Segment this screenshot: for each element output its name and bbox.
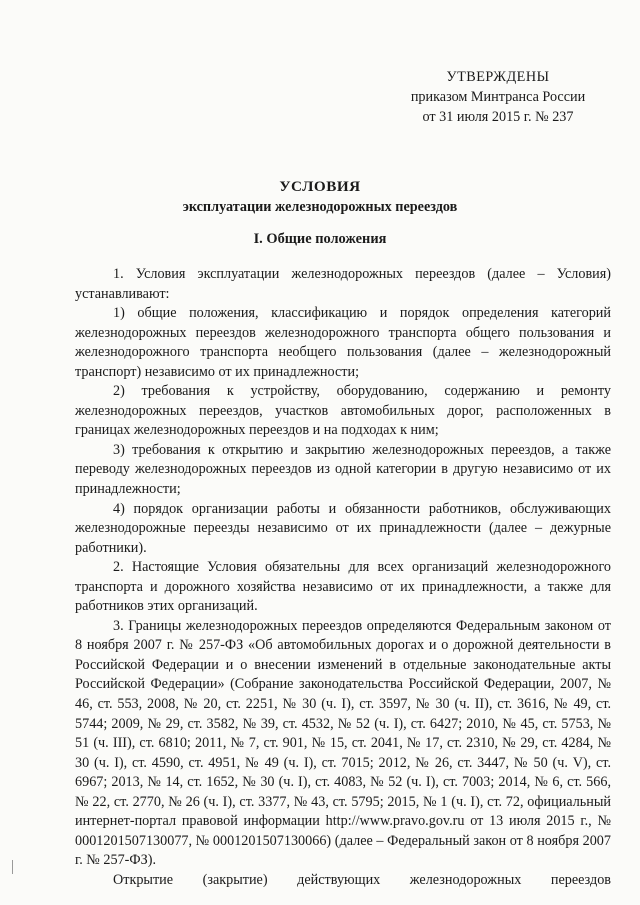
scan-artifact-mark bbox=[12, 860, 13, 874]
approval-stamp bbox=[378, 67, 618, 127]
paragraph-3: 3. Границы железнодорожных переездов определяются Федеральным законом от 8 ноября 2007 г. № 257-ФЗ «Об автомобильных дорогах и о дорожной деятельности в Российской Федерации и о внесении изменений в отдельные законодательные акты Российской Федерации» (Собрание законодательства Российской Федерации, 2007, № 46, ст. 553, 2008, № 20, ст. 2251, № 30 (ч. I), ст. 3597, № 30 (ч. II), ст. 3616, № 49, ст. 5744; 2009, № 29, ст. 3582, № 39, ст. 4532, № 52 (ч. I), ст. 6427; 2010, № 45, ст. 5753, № 51 (ч. III), ст. 6810; 2011, № 7, ст. 901, № 15, ст. 2041, № 17, ст. 2310, № 29, ст. 4284, № 30 (ч. I), ст. 4590, ст. 4951, № 49 (ч. I), ст. 7015; 2012, № 26, ст. 3447, № 50 (ч. V), ст. 6967; 2013, № 14, ст. 1652, № 30 (ч. I), ст. 4083, № 52 (ч. I), ст. 7003; 2014, № 6, ст. 566, № 22, ст. 2770, № 26 (ч. I), ст. 3377, № 43, ст. 5795; 2015, № 1 (ч. I), ст. 72, официальный интернет-портал правовой информации http://www.pravo.gov.ru от 13 июля 2015 г., № 0001201507130077, № 0001201507130066) (далее – Федеральный закон от 8 ноября 2007 г. № 257-ФЗ). bbox=[75, 617, 611, 869]
paragraph-1-item-3: 3) требования к открытию и закрытию железнодорожных переездов, а также переводу железнодорожных переездов из одной категории в другую независимо от их принадлежности; bbox=[75, 441, 611, 498]
section-heading: I. Общие положения bbox=[253, 231, 387, 247]
document-title-block bbox=[0, 177, 640, 217]
document-body bbox=[75, 265, 611, 891]
paragraph-1-item-4: 4) порядок организации работы и обязанности работников, обслуживающих железнодорожные переезды независимо от их принадлежности (далее – дежурные работники). bbox=[75, 500, 611, 556]
paragraph-2: 2. Настоящие Условия обязательны для всех организаций железнодорожного транспорта и дорожного хозяйства независимо от их принадлежности, а также для работников этих организаций. bbox=[75, 559, 611, 615]
approval-order-line: приказом Минтранса России bbox=[410, 89, 586, 105]
paragraph-continuation: Открытие (закрытие) действующих железнодорожных переездов bbox=[113, 871, 611, 888]
paragraph-1: 1. Условия эксплуатации железнодорожных переездов (далее – Условия) устанавливают: bbox=[75, 266, 611, 302]
approval-title: УТВЕРЖДЕНЫ bbox=[446, 69, 550, 85]
document-title: УСЛОВИЯ bbox=[279, 178, 361, 195]
document-subtitle: эксплуатации железнодорожных переездов bbox=[182, 199, 458, 215]
paragraph-1-item-2: 2) требования к устройству, оборудованию, содержанию и ремонту железнодорожных переездов, участков автомобильных дорог, расположенных в границах железнодорожных переездов и на подходах к ним; bbox=[75, 383, 611, 439]
paragraph-1-item-1: 1) общие положения, классификацию и порядок определения категорий железнодорожных переездов железнодорожного транспорта общего пользования и железнодорожного транспорта необщего пользования (далее – железнодорожный транспорт) независимо от их принадлежности; bbox=[75, 305, 611, 380]
approval-date-line: от 31 июля 2015 г. № 237 bbox=[422, 109, 574, 125]
